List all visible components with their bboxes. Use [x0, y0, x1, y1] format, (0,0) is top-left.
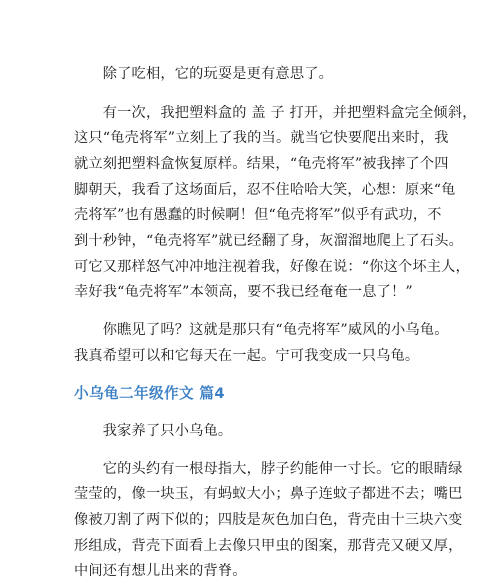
paragraph-line: 你瞧见了吗？这就是那只有“龟壳将军”威风的小乌龟。	[74, 322, 449, 338]
paragraph-line: 脚朝天，我看了这场面后，忍不住哈哈大笑，心想：原来“龟	[74, 182, 456, 198]
paragraph-line: 幸好我“龟壳将军”本领高，要不我已经奄奄一息了！”	[74, 284, 413, 300]
paragraph-line: 它的头约有一根母指大，脖子约能伸一寸长。它的眼睛绿	[74, 461, 463, 477]
paragraph-line: 中间还有想儿出来的背脊。	[74, 563, 247, 579]
section-heading: 小乌龟二年级作文 篇4	[74, 385, 225, 402]
paragraph-line: 就立刻把塑料盒恢复原样。结果，“龟壳将军”被我摔了个四	[74, 156, 449, 172]
paragraph-line: 莹莹的，像一块玉，有蚂蚁大小；鼻子连蚊子都进不去；嘴巴	[74, 486, 463, 502]
paragraph-line: 这只“龟壳将军”立刻上了我的当。就当它快要爬出来时，我	[74, 130, 449, 146]
paragraph-line: 有一次，我把塑料盒的 盖 子 打开，并把塑料盒完全倾斜，	[74, 105, 477, 121]
paragraph-line: 可它又那样怒气冲冲地注视着我，好像在说：“你这个坏主人，	[74, 259, 470, 275]
paragraph-line: 到十秒钟，“龟壳将军”就已经翻了身，灰溜溜地爬上了石头。	[74, 233, 463, 249]
paragraph-line: 像被刀割了两下似的；四肢是灰色加白色，背壳由十三块六变	[74, 512, 463, 528]
paragraph-line: 形组成，背壳下面看上去像只甲虫的图案，那背壳又硬又厚，	[74, 538, 463, 554]
paragraph-line: 壳将军”也有愚蠢的时候啊！但“龟壳将军”似乎有武功，不	[74, 207, 442, 223]
paragraph-line: 我真希望可以和它每天在一起。宁可我变成一只乌龟。	[74, 348, 420, 364]
paragraph-line: 除了吃相，它的玩耍是更有意思了。	[74, 66, 333, 82]
paragraph-line: 我家养了只小乌龟。	[74, 423, 233, 439]
